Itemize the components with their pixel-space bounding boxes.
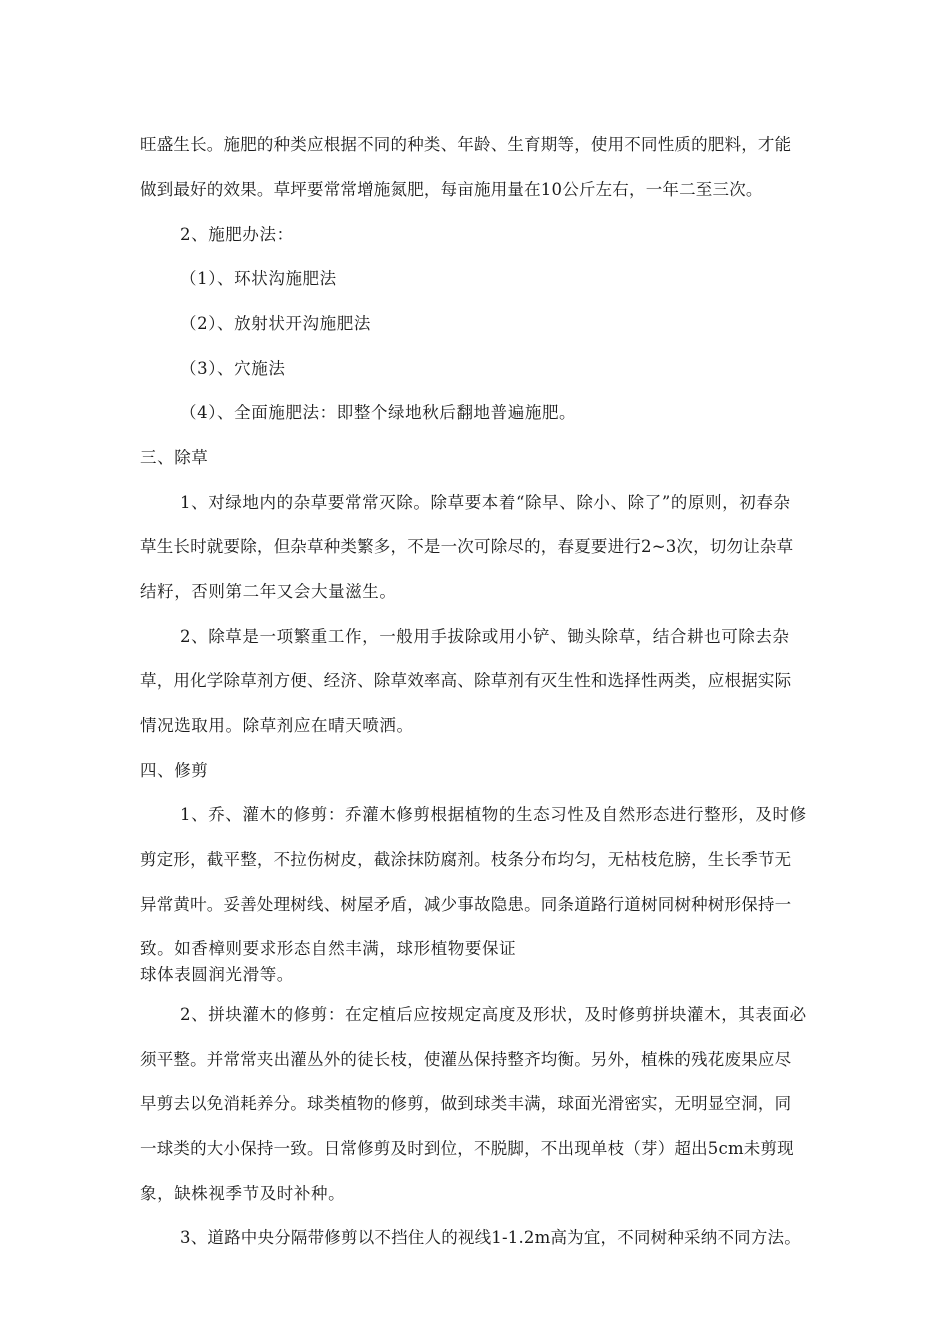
list-item: （3）、穴施法 — [180, 359, 286, 378]
paragraph-line: 结籽，否则第二年又会大量滋生。 — [140, 582, 397, 601]
list-item: （4）、全面施肥法：即整个绿地秋后翻地普遍施肥。 — [180, 403, 577, 422]
paragraph-line: 3、道路中央分隔带修剪以不挡住人的视线1-1.2m高为宜，不同树种采纳不同方法。 — [180, 1228, 801, 1247]
section-heading: 四、修剪 — [140, 761, 209, 780]
paragraph-line: 2、除草是一项繁重工作，一般用手拔除或用小铲、锄头除草，结合耕也可除去杂 — [180, 627, 790, 646]
paragraph-line: 早剪去以免消耗养分。球类植物的修剪，做到球类丰满，球面光滑密实，无明显空洞，同 — [140, 1094, 792, 1113]
paragraph-line: 象，缺株视季节及时补种。 — [140, 1184, 346, 1203]
paragraph-line: 情况选取用。除草剂应在晴天喷洒。 — [140, 716, 414, 735]
paragraph-line: 异常黄叶。妥善处理树线、树屋矛盾，减少事故隐患。同条道路行道树同树种树形保持一 — [140, 895, 792, 914]
paragraph-line: 草生长时就要除，但杂草种类繁多，不是一次可除尽的，春夏要进行2~3次，切勿让杂草 — [140, 537, 794, 556]
paragraph-line: 2、拼块灌木的修剪：在定植后应按规定高度及形状，及时修剪拼块灌木，其表面必 — [180, 1005, 807, 1024]
section-heading: 2、施肥办法： — [180, 225, 294, 244]
paragraph-line: 须平整。并常常夹出灌丛外的徒长枝，使灌丛保持整齐均衡。另外，植株的残花废果应尽 — [140, 1050, 792, 1069]
paragraph-line: 一球类的大小保持一致。日常修剪及时到位，不脱脚，不出现单枝（芽）超出5cm未剪现 — [140, 1139, 794, 1158]
paragraph-line: 做到最好的效果。草坪要常常增施氮肥，每亩施用量在10公斤左右，一年二至三次。 — [140, 180, 763, 199]
paragraph-line: 球体表圆润光滑等。 — [140, 965, 294, 984]
paragraph-line: 1、对绿地内的杂草要常常灭除。除草要本着“除早、除小、除了”的原则，初春杂 — [180, 493, 791, 512]
paragraph-line: 致。如香樟则要求形态自然丰满，球形植物要保证 — [140, 939, 517, 958]
list-item: （2）、放射状开沟施肥法 — [180, 314, 371, 333]
paragraph-line: 1、乔、灌木的修剪：乔灌木修剪根据植物的生态习性及自然形态进行整形，及时修 — [180, 805, 807, 824]
paragraph-line: 草，用化学除草剂方便、经济、除草效率高、除草剂有灭生性和选择性两类，应根据实际 — [140, 671, 792, 690]
section-heading: 三、除草 — [140, 448, 209, 467]
paragraph-line: 旺盛生长。施肥的种类应根据不同的种类、年龄、生育期等，使用不同性质的肥料，才能 — [140, 135, 792, 154]
paragraph-line: 剪定形，截平整，不拉伤树皮，截涂抹防腐剂。枝条分布均匀，无枯枝危膀，生长季节无 — [140, 850, 792, 869]
list-item: （1）、环状沟施肥法 — [180, 269, 337, 288]
